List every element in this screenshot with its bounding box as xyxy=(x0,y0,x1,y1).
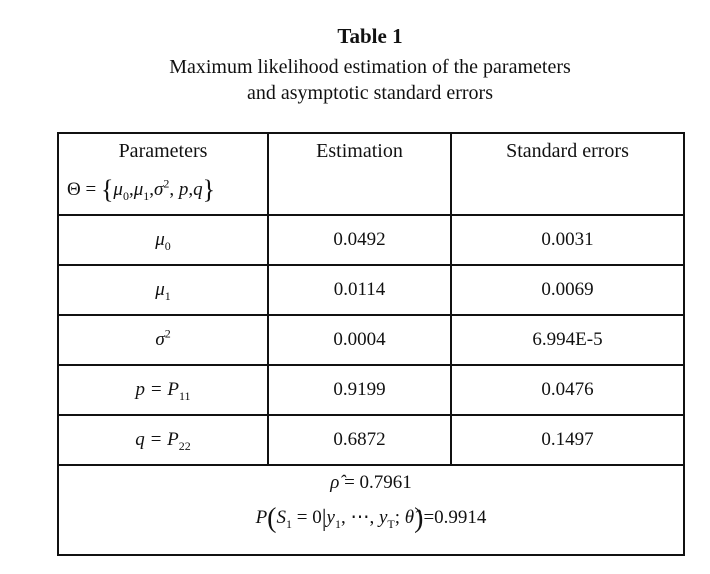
table-row xyxy=(58,365,684,415)
std-error-cell: 0.1497 xyxy=(451,415,684,465)
conditional-bar: | xyxy=(321,506,327,532)
col-header-parameters xyxy=(58,133,268,215)
theta-hat-symbol: θ̂ xyxy=(404,507,415,528)
formula-segment: S xyxy=(276,507,286,528)
table-row xyxy=(58,315,684,365)
param-subscript: 11 xyxy=(178,388,191,403)
formula-subscript: 1 xyxy=(286,516,292,531)
close-paren: ) xyxy=(414,503,424,534)
std-error-cell: 6.994E-5 xyxy=(451,315,684,365)
estimation-cell: 0.0004 xyxy=(268,315,451,365)
table-row xyxy=(58,265,684,315)
table-title: Table 1 xyxy=(337,24,403,48)
formula-segment: μ xyxy=(133,179,144,200)
header-row xyxy=(58,133,684,215)
param-subscript: 0 xyxy=(164,238,171,253)
formula-segment: y xyxy=(378,507,388,528)
formula-segment: , xyxy=(128,179,134,200)
summary-row xyxy=(58,465,684,555)
param-symbol: σ xyxy=(155,329,165,350)
formula-segment: p xyxy=(178,179,189,200)
formula-segment: , xyxy=(188,179,194,200)
open-paren: ( xyxy=(267,503,277,534)
table-subtitle-line2: and asymptotic standard errors xyxy=(246,82,494,104)
formula-subscript: 0 xyxy=(122,188,129,203)
formula-segment: , xyxy=(169,179,175,200)
formula-subscript: 1 xyxy=(143,188,150,203)
estimation-cell: 0.9199 xyxy=(268,365,451,415)
formula-segment: μ xyxy=(113,179,123,200)
col-header-estimation xyxy=(268,133,451,215)
estimation-header-label: Estimation xyxy=(316,140,403,162)
formula-subscript: T xyxy=(387,516,395,531)
estimation-cell: 0.0492 xyxy=(268,215,451,265)
table-subtitle-line1: Maximum likelihood estimation of the parameters xyxy=(169,56,571,78)
param-subscript: 1 xyxy=(164,288,171,303)
rho-hat-symbol: ρ̂ xyxy=(330,472,340,493)
param-symbol: μ xyxy=(155,229,165,250)
param-subscript: 22 xyxy=(178,438,191,453)
rho-value: = 0.7961 xyxy=(339,472,412,493)
param-cell xyxy=(58,265,268,315)
param-cell xyxy=(58,315,268,365)
std-error-cell: 0.0476 xyxy=(451,365,684,415)
std-error-cell: 0.0069 xyxy=(451,265,684,315)
param-symbol: q = P xyxy=(135,429,179,450)
summary-cell xyxy=(58,465,684,555)
open-brace: { xyxy=(100,175,114,204)
formula-segment: q xyxy=(193,179,203,200)
formula-segment: y xyxy=(326,507,335,528)
formula-segment: , xyxy=(149,179,155,200)
table-row xyxy=(58,415,684,465)
formula-segment: σ xyxy=(154,179,164,200)
param-cell xyxy=(58,365,268,415)
parameters-header-label: Parameters xyxy=(118,140,208,162)
close-brace: } xyxy=(202,175,216,204)
col-header-standard-errors xyxy=(451,133,684,215)
formula-segment: ; xyxy=(394,507,405,528)
std-error-cell: 0.0031 xyxy=(451,215,684,265)
formula-subscript: 1 xyxy=(334,516,341,531)
formula-segment: Θ = xyxy=(67,179,101,200)
formula-segment: , ⋯, xyxy=(340,507,379,528)
standard-errors-header-label: Standard errors xyxy=(506,140,629,162)
results-table xyxy=(57,132,685,556)
param-symbol: p = P xyxy=(135,379,179,400)
rho-estimate xyxy=(59,472,683,494)
table-row xyxy=(58,215,684,265)
param-symbol: μ xyxy=(155,279,165,300)
param-cell xyxy=(58,415,268,465)
theta-set-formula xyxy=(59,175,267,205)
formula-segment: = 0 xyxy=(292,507,322,528)
param-cell xyxy=(58,215,268,265)
formula-segment: P xyxy=(255,507,268,528)
param-superscript: 2 xyxy=(164,326,171,341)
formula-superscript: 2 xyxy=(163,176,170,191)
table-caption xyxy=(57,24,683,106)
estimation-cell: 0.0114 xyxy=(268,265,451,315)
estimation-cell: 0.6872 xyxy=(268,415,451,465)
smoothed-probability-formula xyxy=(59,503,683,534)
probability-value: =0.9914 xyxy=(423,507,487,528)
